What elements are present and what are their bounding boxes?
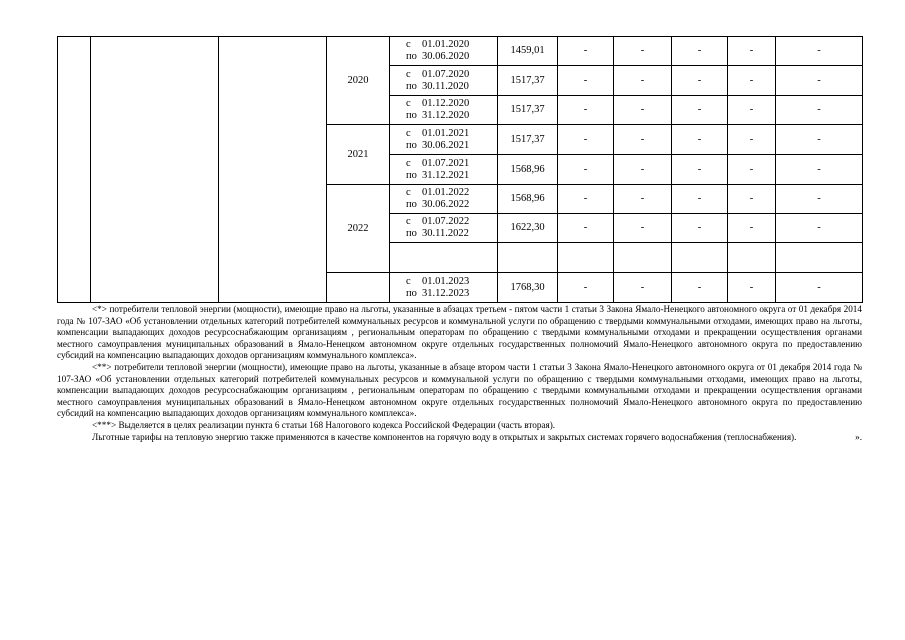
year-cell: 2022 <box>327 185 390 273</box>
table-row <box>58 37 863 66</box>
from-prefix: с <box>406 127 411 139</box>
tariff-table <box>57 36 863 303</box>
from-prefix: с <box>406 68 411 80</box>
dash-cell: - <box>728 66 776 96</box>
to-date: 30.06.2020 <box>422 51 470 62</box>
period-to <box>406 170 497 182</box>
dash-cell: - <box>558 125 614 155</box>
dash-cell: - <box>614 185 672 214</box>
dash-cell: - <box>776 37 863 66</box>
to-date: 31.12.2023 <box>422 287 470 299</box>
dash-cell: - <box>728 125 776 155</box>
tariff-value: 1568,96 <box>498 155 558 185</box>
dash-cell: - <box>672 66 728 96</box>
dash-cell: - <box>614 273 672 303</box>
from-prefix: с <box>406 157 411 169</box>
period-cell <box>390 155 498 185</box>
to-prefix: по <box>406 110 417 121</box>
dash-cell: - <box>728 155 776 185</box>
from-prefix: с <box>406 216 411 227</box>
period-to <box>406 51 497 63</box>
period-from <box>406 39 497 51</box>
dash-cell <box>728 243 776 273</box>
dash-cell: - <box>614 37 672 66</box>
dash-cell: - <box>672 125 728 155</box>
to-date: 31.12.2021 <box>422 169 470 181</box>
period-from <box>406 128 497 140</box>
dash-cell: - <box>614 125 672 155</box>
tariff-value: 1622,30 <box>498 214 558 243</box>
period-cell <box>390 185 498 214</box>
from-prefix: с <box>406 275 411 287</box>
period-from <box>406 187 497 199</box>
footnote-3: <***> Выделяется в целях реализации пункта 6 статьи 168 Налогового кодекса Российской Федерации (часть вторая). <box>92 419 556 430</box>
empty-cell <box>91 37 219 303</box>
dash-cell: - <box>672 214 728 243</box>
footnote-2: <**> потребители тепловой энергии (мощности), имеющие право на льготы, указанные в абзаце втором части 1 статьи 3 Закона Ямало-Ненецкого автономного округа от 01 декабря 2014 года № 107-ЗАО «Об установлении отдельных категорий потребителей коммунальных ресурсов и коммунальной услуги по обращению с твердыми коммунальными отходами, имеющих право на льготы, компенсации выпадающих доходов ресурсоснабжающим организациям , региональным операторам по обращению с твердыми коммунальными отходами и прекращении осуществления органами местного самоуправления муниципальных образований в Ямало-Ненецком автономном округе отдельных государственных полномочий Ямало-Ненецкого автономного округа по предоставлению субсидий на компенсацию выпадающих доходов организациям коммунального комплекса». <box>57 361 862 419</box>
dash-cell: - <box>558 185 614 214</box>
period-to <box>406 199 497 211</box>
dash-cell: - <box>672 37 728 66</box>
from-date: 01.01.2021 <box>422 127 470 139</box>
dash-cell: - <box>672 273 728 303</box>
footnote-4 <box>57 432 862 444</box>
to-prefix: по <box>406 199 417 210</box>
dash-cell: - <box>558 273 614 303</box>
from-prefix: с <box>406 39 411 50</box>
dash-cell: - <box>776 155 863 185</box>
period-to <box>406 81 497 93</box>
dash-cell: - <box>776 125 863 155</box>
period-from <box>406 158 497 170</box>
footnote-1: <*> потребители тепловой энергии (мощности), имеющие право на льготы, указанные в абзацах третьем - пятом части 1 статьи 3 Закона Ямало-Ненецкого автономного округа от 01 декабря 2014 года № 107-ЗАО «Об установлении отдельных категорий потребителей коммунальных ресурсов и коммунальной услуги по обращению с твердыми коммунальными отходами, имеющих право на льготы, компенсации выпадающих доходов ресурсоснабжающим организациям , региональным операторам по обращению с твердыми коммунальными отходами и прекращении осуществления органами местного самоуправления муниципальных образований в Ямало-Ненецком автономном округе отдельных государственных полномочий Ямало-Ненецкого автономного округа по предоставлению субсидий на компенсацию выпадающих доходов организациям коммунального комплекса». <box>57 304 862 361</box>
dash-cell: - <box>672 96 728 125</box>
to-date: 30.06.2021 <box>422 139 470 151</box>
empty-cell <box>58 37 91 303</box>
to-prefix: по <box>406 139 417 151</box>
to-prefix: по <box>406 80 417 92</box>
to-prefix: по <box>406 287 417 299</box>
year-cell: 2020 <box>327 37 390 125</box>
tariff-value <box>498 243 558 273</box>
dash-cell: - <box>558 214 614 243</box>
dash-cell: - <box>614 155 672 185</box>
tariff-value: 1768,30 <box>498 273 558 303</box>
from-date: 01.07.2020 <box>422 68 470 80</box>
period-cell <box>390 37 498 66</box>
dash-cell: - <box>728 37 776 66</box>
period-cell <box>390 96 498 125</box>
dash-cell: - <box>776 66 863 96</box>
dash-cell: - <box>614 96 672 125</box>
year-cell: 2021 <box>327 125 390 185</box>
tariff-value: 1459,01 <box>498 37 558 66</box>
dash-cell: - <box>558 66 614 96</box>
from-date: 01.01.2023 <box>422 275 470 287</box>
empty-cell <box>219 37 327 303</box>
period-from <box>406 276 497 288</box>
dash-cell: - <box>614 66 672 96</box>
to-date: 30.06.2022 <box>422 199 470 210</box>
from-date: 01.12.2020 <box>422 98 470 109</box>
period-cell <box>390 273 498 303</box>
period-to <box>406 140 497 152</box>
dash-cell: - <box>728 96 776 125</box>
tariff-value: 1517,37 <box>498 66 558 96</box>
dash-cell: - <box>728 185 776 214</box>
from-date: 01.01.2020 <box>422 39 470 50</box>
dash-cell <box>672 243 728 273</box>
dash-cell: - <box>672 185 728 214</box>
dash-cell: - <box>776 96 863 125</box>
period-from <box>406 98 497 110</box>
period-from <box>406 216 497 228</box>
from-prefix: с <box>406 98 411 109</box>
dash-cell: - <box>558 155 614 185</box>
dash-cell: - <box>776 185 863 214</box>
from-date: 01.07.2022 <box>422 216 470 227</box>
period-cell <box>390 243 498 273</box>
period-cell <box>390 66 498 96</box>
to-prefix: по <box>406 169 417 181</box>
from-date: 01.01.2022 <box>422 187 470 198</box>
from-prefix: с <box>406 187 411 198</box>
to-date: 31.12.2020 <box>422 110 470 121</box>
footnote-4-text: Льготные тарифы на тепловую энергию также применяются в качестве компонентов на горячую воду в открытых и закрытых системах горячего водоснабжения (теплоснабжения). <box>92 431 797 442</box>
closing-quote: ». <box>855 431 862 442</box>
period-cell <box>390 125 498 155</box>
dash-cell <box>558 243 614 273</box>
from-date: 01.07.2021 <box>422 157 470 169</box>
dash-cell: - <box>558 96 614 125</box>
dash-cell: - <box>776 273 863 303</box>
tariff-value: 1517,37 <box>498 125 558 155</box>
tariff-value: 1517,37 <box>498 96 558 125</box>
to-prefix: по <box>406 51 417 62</box>
year-cell <box>327 273 390 303</box>
period-from <box>406 69 497 81</box>
period-to <box>406 110 497 122</box>
dash-cell <box>776 243 863 273</box>
dash-cell: - <box>728 273 776 303</box>
table-body <box>58 37 863 303</box>
to-date: 30.11.2022 <box>422 228 469 239</box>
dash-cell: - <box>672 155 728 185</box>
period-to <box>406 228 497 240</box>
to-prefix: по <box>406 228 417 239</box>
dash-cell <box>614 243 672 273</box>
dash-cell: - <box>776 214 863 243</box>
footnotes <box>57 304 862 443</box>
to-date: 30.11.2020 <box>422 80 469 92</box>
period-cell <box>390 214 498 243</box>
period-to <box>406 288 497 300</box>
dash-cell: - <box>728 214 776 243</box>
dash-cell: - <box>558 37 614 66</box>
dash-cell: - <box>614 214 672 243</box>
tariff-value: 1568,96 <box>498 185 558 214</box>
